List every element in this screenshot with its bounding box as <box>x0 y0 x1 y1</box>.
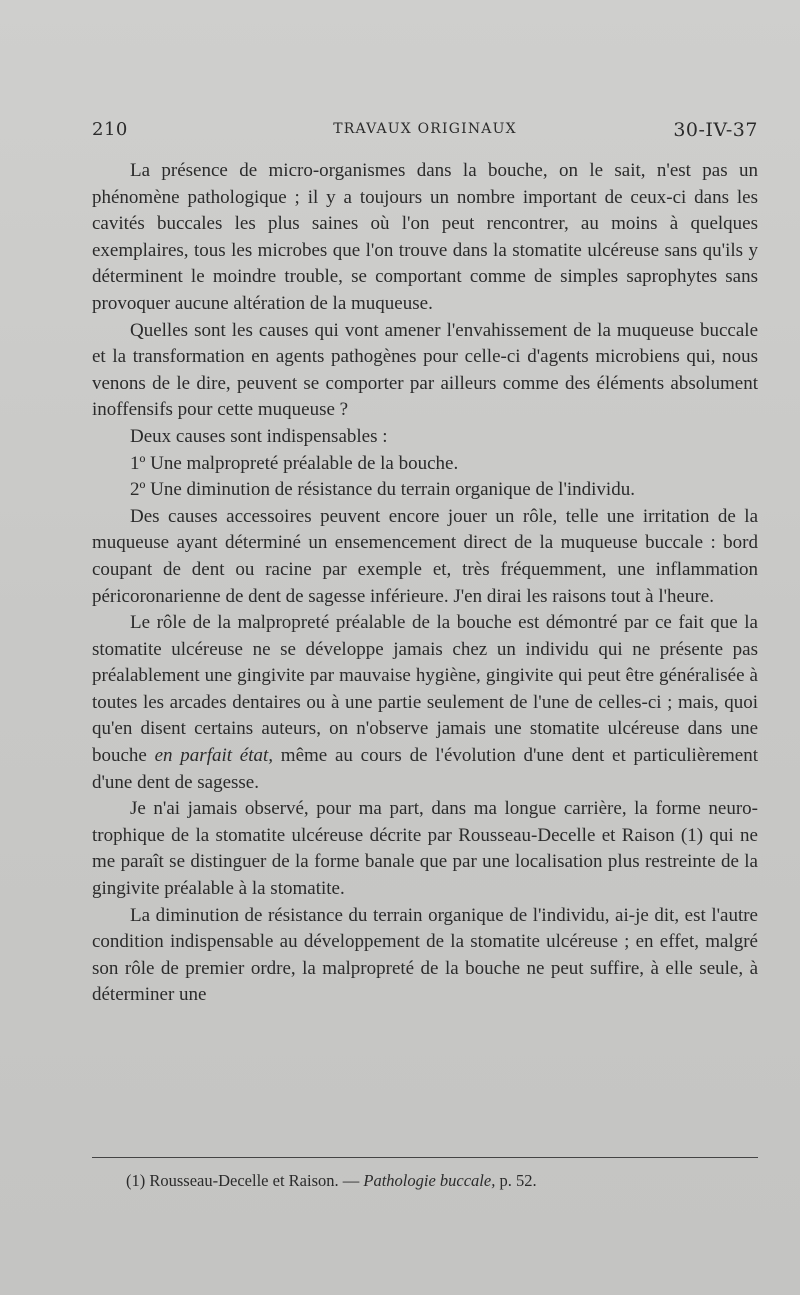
list-item: 1º Une malpropreté préalable de la bouche. <box>130 452 459 474</box>
paragraph-text: même au cours de l'évolution d'une dent et particulièrement d'une dent de sagesse. <box>92 745 758 793</box>
footnote-divider <box>92 1157 758 1158</box>
italic-phrase: en parfait état, <box>154 745 274 767</box>
footnote-marker: (1) <box>126 1171 146 1190</box>
list-item: 2º Une diminution de résistance du terrain organique de l'individu. <box>130 479 635 501</box>
paragraph: La présence de micro-organismes dans la bouche, on le sait, n'est pas un phénomène pathologique ; il y a toujours un nombre important de ceux-ci dans les cavités buccales les plus saines où l'on peut rencontrer, au moins à quelques exemplaires, tous les microbes que l'on trouve dans la stomatite ulcéreuse sans qu'ils y déterminent le moindre trouble, se comportant comme de simples saprophytes sans provoquer aucune altération de la muqueuse. <box>92 160 758 314</box>
paragraph: La diminution de résistance du terrain organique de l'individu, ai-je dit, est l'autre condition indispensable au développement de la stomatite ulcéreuse ; en effet, malgré son rôle de premier ordre, la malpropreté de la bouche ne peut suffire, à elle seule, à déterminer une <box>92 904 758 1006</box>
paragraph <box>92 610 758 796</box>
running-title: TRAVAUX ORIGINAUX <box>333 121 517 137</box>
page-number: 210 <box>92 119 128 140</box>
body-text <box>92 158 758 1009</box>
paragraph: Quelles sont les causes qui vont amener l'envahissement de la muqueuse buccale et la transformation en agents pathogènes pour celle-ci d'agents microbiens qui, nous venons de le dire, peuvent se comporter par ailleurs comme des éléments absolument inoffensifs pour cette muqueuse ? <box>92 319 758 421</box>
paragraph: Deux causes sont indispensables : <box>130 425 388 447</box>
paragraph-text: Le rôle de la malpropreté préalable de la bouche est démontré par ce fait que la stomatite ulcéreuse ne se développe jamais chez un individu qui ne présente pas préalablement une gingivite par mauvaise hygiène, gingivite qui peut être généralisée à toutes les arcades dentaires ou à une partie seulement de l'une de celles-ci ; mais, quoi qu'en disent certains auteurs, on n'observe jamais une stomatite ulcéreuse dans une bouche <box>92 612 758 767</box>
footnote-page: p. 52. <box>499 1171 537 1190</box>
footnote-title: Pathologie buccale, <box>363 1171 496 1190</box>
paragraph: Je n'ai jamais observé, pour ma part, dans ma longue carrière, la forme neuro-trophique de la stomatite ulcéreuse décrite par Rousseau-Decelle et Raison (1) qui ne me paraît se distinguer de la forme banale que par une localisation plus restreinte de la gingivite préalable à la stomatite. <box>92 798 758 900</box>
paragraph: Des causes accessoires peuvent encore jouer un rôle, telle une irritation de la muqueuse ayant déterminé un ensemencement direct de la muqueuse buccale : bord coupant de dent ou racine par exemple et, très fréquemment, une inflammation péricoronarienne de dent de sagesse inférieure. J'en dirai les raisons tout à l'heure. <box>92 505 758 607</box>
page-header <box>92 119 758 143</box>
issue-date: 30-IV-37 <box>673 119 758 141</box>
footnote-authors: Rousseau-Decelle et Raison. — <box>149 1171 360 1190</box>
footnote <box>126 1170 756 1192</box>
